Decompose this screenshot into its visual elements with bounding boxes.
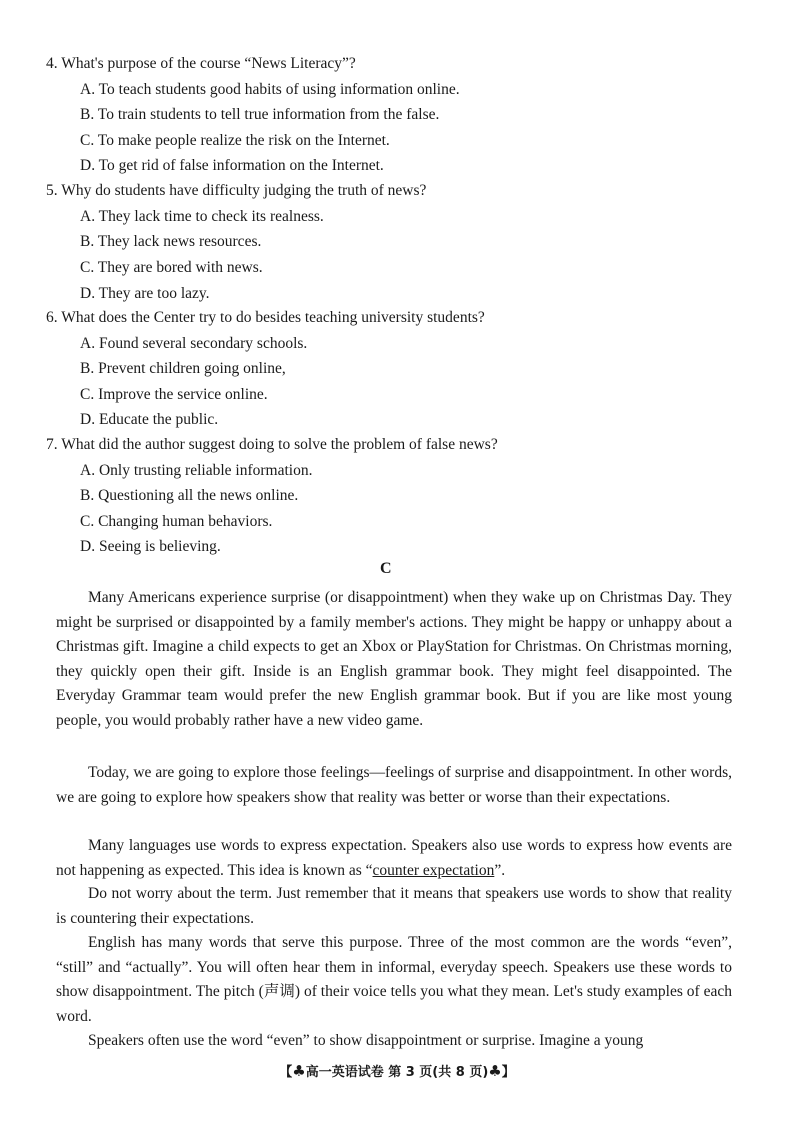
passage-paragraph-6 (56, 1029, 732, 1054)
question-4-option-b: B. To train students to tell true information from the false. (80, 106, 440, 123)
passage-paragraph-4-text: Do not worry about the term. Just remember that it means that speakers use words to show that reality is countering their expectations. (56, 885, 732, 927)
question-6-stem: 6. What does the Center try to do besides teaching university students? (46, 309, 485, 326)
question-5-option-a: A. They lack time to check its realness. (80, 208, 324, 225)
passage-paragraph-4 (56, 882, 732, 931)
question-5-option-c: C. They are bored with news. (80, 259, 263, 276)
passage-paragraph-2 (56, 761, 732, 810)
counter-expectation-term: counter expectation (372, 861, 495, 879)
question-7-option-a: A. Only trusting reliable information. (80, 462, 313, 479)
passage-paragraph-5 (56, 931, 732, 1029)
section-label: C (380, 560, 392, 577)
passage-paragraph-3-text-a: Many languages use words to express expectation. Speakers also use words to express how events are not happening as expected. This idea is known as “ (56, 837, 732, 879)
passage-paragraph-2-text: Today, we are going to explore those feelings—feelings of surprise and disappointment. In other words, we are going to explore how speakers show that reality was better or worse than their expectations. (56, 764, 732, 806)
footer-bracket-open: 【 (279, 1065, 293, 1080)
question-6-option-b: B. Prevent children going online, (80, 360, 286, 377)
question-5-option-b: B. They lack news resources. (80, 233, 262, 250)
question-5-option-d: D. They are too lazy. (80, 285, 210, 302)
footer-bracket-close: 】 (501, 1065, 515, 1080)
club-icon: ♣ (488, 1062, 502, 1080)
question-6-option-c: C. Improve the service online. (80, 386, 268, 403)
passage-paragraph-3 (56, 834, 732, 883)
question-4-option-d: D. To get rid of false information on the Internet. (80, 157, 384, 174)
passage-paragraph-1 (56, 586, 732, 733)
question-5-stem: 5. Why do students have difficulty judging the truth of news? (46, 182, 427, 199)
question-4-option-a: A. To teach students good habits of using information online. (80, 81, 460, 98)
question-7-option-d: D. Seeing is believing. (80, 538, 221, 555)
question-4-option-c: C. To make people realize the risk on the Internet. (80, 132, 390, 149)
passage-paragraph-1-text: Many Americans experience surprise (or disappointment) when they wake up on Christmas Day. They might be surprised or disappointed by a family member's actions. They might be happy or unhappy about a Christmas gift. Imagine a child expects to get an Xbox or PlayStation for Christmas. On Christmas morning, they quickly open their gift. Inside is an English grammar book. They might feel disappointed. The Everyday Grammar team would prefer the new English grammar book. But if you are like most young people, you would probably rather have a new video game. (56, 589, 732, 729)
question-6-option-a: A. Found several secondary schools. (80, 335, 308, 352)
question-7-option-b: B. Questioning all the news online. (80, 487, 299, 504)
question-6-option-d: D. Educate the public. (80, 411, 219, 428)
question-4-stem: 4. What's purpose of the course “News Literacy”? (46, 55, 356, 72)
footer-text: 高一英语试卷 第 3 页(共 8 页) (305, 1065, 489, 1080)
passage-paragraph-5-text: English has many words that serve this purpose. Three of the most common are the words “even”, “still” and “actually”. You will often hear them in informal, everyday speech. Speakers use these words to show disappointment. The pitch (声调) of their voice tells you what they mean. Let's study examples of each word. (56, 934, 732, 1025)
page-footer (0, 1061, 794, 1080)
question-7-stem: 7. What did the author suggest doing to solve the problem of false news? (46, 436, 498, 453)
club-icon: ♣ (292, 1062, 306, 1080)
question-7-option-c: C. Changing human behaviors. (80, 513, 273, 530)
passage-paragraph-6-text: Speakers often use the word “even” to show disappointment or surprise. Imagine a young (88, 1032, 644, 1049)
passage-paragraph-3-text-b: ”. (494, 861, 506, 879)
